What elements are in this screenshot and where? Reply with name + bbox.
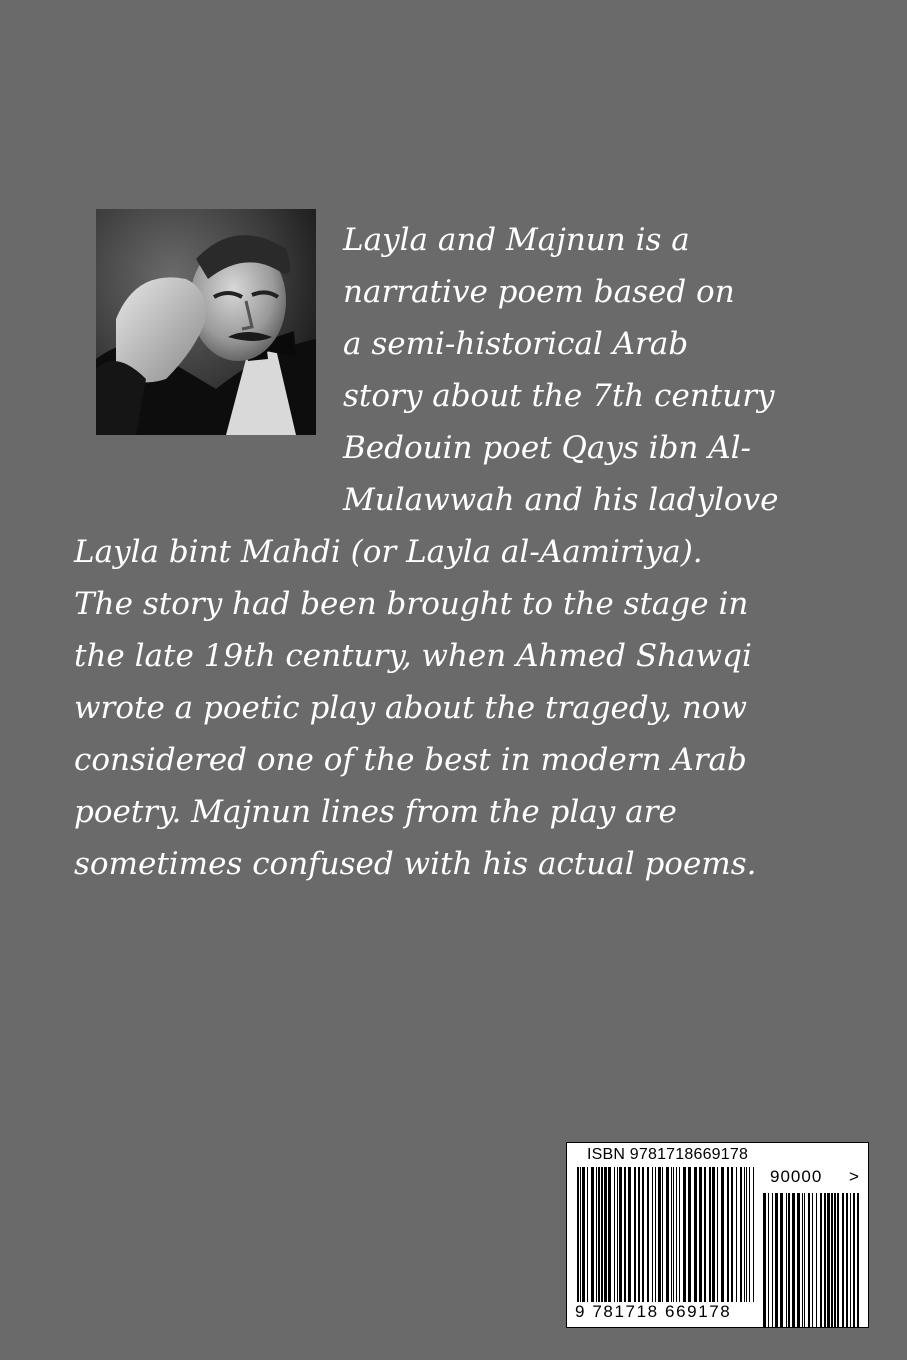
barcode-bar <box>834 1193 836 1327</box>
barcode-bar <box>853 1193 855 1327</box>
author-portrait <box>96 209 316 435</box>
barcode-bar <box>831 1193 833 1327</box>
barcode-bar <box>792 1193 795 1327</box>
isbn-barcode <box>566 1142 869 1328</box>
barcode-bar <box>736 1167 737 1302</box>
barcode-bar <box>683 1167 686 1302</box>
blurb-line: considered one of the best in modern Arab <box>74 742 747 778</box>
barcode-bar <box>731 1167 733 1302</box>
barcode-bar <box>647 1167 649 1302</box>
barcode-bar <box>614 1167 615 1302</box>
blurb-line: a semi-historical Arab <box>343 326 689 362</box>
barcode-bar <box>587 1167 588 1302</box>
barcode-bar <box>827 1193 830 1327</box>
blurb-line: Mulawwah and his ladylove <box>343 482 779 518</box>
barcode-bar <box>582 1167 585 1302</box>
blurb-line: Layla bint Mahdi (or Layla al-Aamiriya). <box>74 534 703 570</box>
barcode-bar <box>802 1193 803 1327</box>
barcode-bar <box>652 1167 653 1302</box>
barcode-bar <box>617 1167 618 1302</box>
blurb-line: narrative poem based on <box>343 274 735 310</box>
blurb-line: The story had been brought to the stage in <box>74 586 749 622</box>
barcode-addon-bars <box>763 1193 861 1327</box>
barcode-bar <box>634 1167 636 1302</box>
barcode-bar <box>709 1167 711 1302</box>
barcode-bar <box>753 1167 754 1302</box>
blurb-line: wrote a poetic play about the tragedy, now <box>74 690 748 726</box>
blurb-line: poetry. Majnun lines from the play are <box>74 794 677 830</box>
barcode-bar <box>671 1167 672 1302</box>
barcode-bar <box>598 1167 600 1302</box>
barcode-bar <box>763 1193 766 1327</box>
barcode-digits: 9 781718 669178 <box>575 1302 732 1321</box>
barcode-bar <box>775 1193 778 1327</box>
barcode-bar <box>666 1167 669 1302</box>
barcode-bar <box>673 1167 674 1302</box>
barcode-bar <box>591 1167 594 1302</box>
barcode-bar <box>662 1167 663 1302</box>
barcode-addon-label: 90000 <box>770 1167 823 1186</box>
barcode-bar <box>721 1167 724 1302</box>
barcode-bar <box>596 1167 597 1302</box>
barcode-bar <box>676 1167 677 1302</box>
isbn-label: ISBN 9781718669178 <box>587 1146 749 1163</box>
barcode-bars <box>577 1167 757 1302</box>
barcode-bar <box>727 1167 729 1302</box>
blurb-line: sometimes confused with his actual poems. <box>74 846 757 882</box>
barcode-bar <box>857 1193 859 1327</box>
barcode-bar <box>638 1167 640 1302</box>
barcode-bar <box>740 1167 742 1302</box>
barcode-bar <box>577 1167 579 1302</box>
barcode-bar <box>604 1167 607 1302</box>
portrait-photo <box>96 209 316 435</box>
barcode-bar <box>797 1193 800 1327</box>
barcode-bar <box>816 1193 817 1327</box>
barcode-bar <box>786 1193 787 1327</box>
blurb-line: story about the 7th century <box>343 378 775 414</box>
barcode-bar <box>712 1167 715 1302</box>
blurb-line: the late 19th century, when Ahmed Shawqi <box>74 638 752 674</box>
barcode-bar <box>788 1193 790 1327</box>
barcode-bar <box>804 1193 805 1327</box>
barcode-bar <box>812 1193 813 1327</box>
barcode-bar <box>837 1193 839 1327</box>
barcode-bar <box>655 1167 656 1302</box>
barcode-bar <box>601 1167 603 1302</box>
barcode-bar <box>846 1193 848 1327</box>
barcode-bar <box>768 1193 769 1327</box>
barcode-bar <box>772 1193 773 1327</box>
barcode-arrow: > <box>849 1167 859 1186</box>
barcode-bar <box>580 1167 581 1302</box>
barcode-bar <box>699 1167 702 1302</box>
barcode-bar <box>850 1193 851 1327</box>
barcode-bar <box>658 1167 661 1302</box>
barcode-bar <box>780 1193 783 1327</box>
barcode-bar <box>744 1167 745 1302</box>
barcode-bar <box>619 1167 622 1302</box>
barcode-bar <box>679 1167 680 1302</box>
barcode-bar <box>688 1167 691 1302</box>
barcode-bar <box>628 1167 631 1302</box>
blurb-line: Bedouin poet Qays ibn Al- <box>343 430 752 466</box>
barcode-bar <box>746 1167 747 1302</box>
barcode-bar <box>824 1193 826 1327</box>
blurb-line: Layla and Majnun is a <box>343 222 690 258</box>
barcode-bar <box>642 1167 644 1302</box>
barcode-bar <box>749 1167 750 1302</box>
barcode-bar <box>704 1167 706 1302</box>
barcode-bar <box>624 1167 626 1302</box>
barcode-bar <box>820 1193 822 1327</box>
barcode-bar <box>717 1167 718 1302</box>
barcode-bar <box>808 1193 810 1327</box>
barcode-bar <box>694 1167 697 1302</box>
barcode-bar <box>842 1193 844 1327</box>
barcode-bar <box>608 1167 611 1302</box>
